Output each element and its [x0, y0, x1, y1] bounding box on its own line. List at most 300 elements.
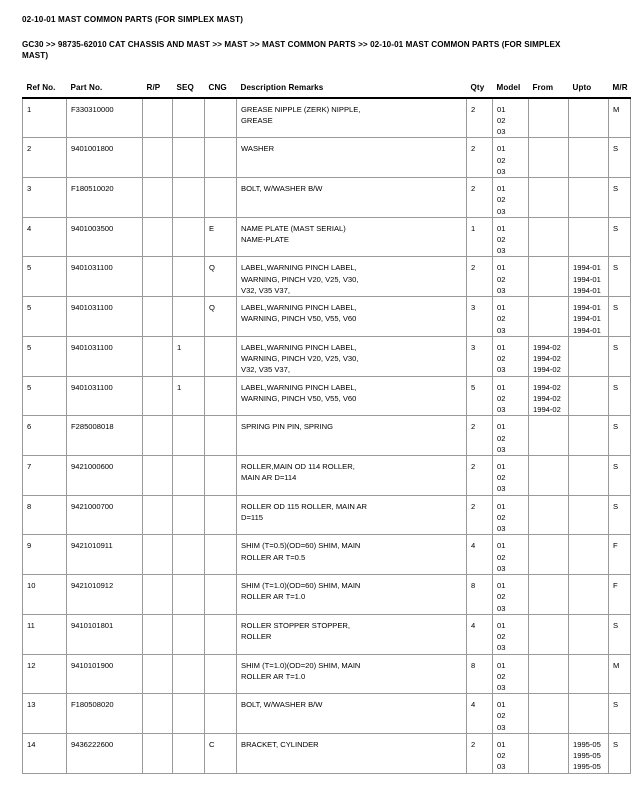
cell-mr: S	[609, 694, 631, 734]
cell-rp	[143, 614, 173, 654]
cell-part-no: 9401031100	[67, 376, 143, 416]
cell-part-no: 9401031100	[67, 297, 143, 337]
cell-qty: 2	[467, 98, 493, 138]
cell-description-line: WARNING, PINCH V50, V55, V60	[241, 314, 357, 324]
cell-mr: S	[609, 495, 631, 535]
cell-seq	[173, 654, 205, 694]
cell-seq	[173, 575, 205, 615]
table-row[interactable]	[23, 178, 631, 218]
cell-model-line: 03	[497, 166, 506, 176]
cell-cng	[205, 416, 237, 456]
cell-rp	[143, 535, 173, 575]
cell-description-line: GREASE NIPPLE (ZERK) NIPPLE,	[241, 104, 361, 114]
cell-upto-line: 1994-01	[573, 274, 601, 284]
cell-upto-line: 1994-01	[573, 303, 601, 313]
cell-description-line: ROLLER AR T=1.0	[241, 671, 306, 681]
cell-part-no: 9421000600	[67, 456, 143, 496]
cell-model	[493, 416, 529, 456]
cell-model-line: 02	[497, 552, 506, 562]
cell-model-line: 02	[497, 632, 506, 642]
cell-model-line: 03	[497, 127, 506, 137]
cell-ref-no: 11	[23, 614, 67, 654]
cell-model-line: 03	[497, 444, 506, 454]
column-header-seq: SEQ	[176, 82, 194, 92]
cell-part-no: 9421010911	[67, 535, 143, 575]
cell-mr: S	[609, 336, 631, 376]
cell-ref-no: 5	[23, 257, 67, 297]
cell-description-line: SHIM (T=0.5)(OD=60) SHIM, MAIN	[241, 541, 361, 551]
cell-rp	[143, 575, 173, 615]
cell-model	[493, 456, 529, 496]
cell-upto-line: 1995-05	[573, 751, 601, 761]
cell-model-line: 03	[497, 682, 506, 692]
table-row[interactable]	[23, 217, 631, 257]
cell-seq	[173, 614, 205, 654]
cell-from	[529, 416, 569, 456]
cell-model-line: 02	[497, 274, 506, 284]
cell-model-line: 03	[497, 484, 506, 494]
cell-seq	[173, 416, 205, 456]
cell-part-no: F180508020	[67, 694, 143, 734]
cell-upto	[569, 178, 609, 218]
cell-qty: 2	[467, 416, 493, 456]
cell-qty: 8	[467, 654, 493, 694]
cell-qty: 3	[467, 336, 493, 376]
cell-description-line: V32, V35 V37,	[241, 365, 290, 375]
cell-part-no: 9421010912	[67, 575, 143, 615]
cell-seq	[173, 297, 205, 337]
cell-part-no: 9421000700	[67, 495, 143, 535]
cell-model-line: 01	[497, 422, 506, 432]
cell-description-line: MAIN AR D=114	[241, 473, 297, 483]
cell-model	[493, 217, 529, 257]
cell-mr: F	[609, 535, 631, 575]
cell-qty: 3	[467, 297, 493, 337]
cell-rp	[143, 98, 173, 138]
cell-rp	[143, 257, 173, 297]
cell-upto	[569, 376, 609, 416]
cell-rp	[143, 297, 173, 337]
cell-cng	[205, 336, 237, 376]
cell-qty: 4	[467, 614, 493, 654]
cell-mr: F	[609, 575, 631, 615]
cell-mr: S	[609, 138, 631, 178]
cell-description-line: ROLLER	[241, 632, 272, 642]
cell-description-line: ROLLER AR T=1.0	[241, 592, 306, 602]
column-header-model: Model	[496, 82, 521, 92]
column-header-ref-no: Ref No.	[26, 82, 56, 92]
cell-description	[237, 614, 467, 654]
cell-model-line: 01	[497, 541, 506, 551]
cell-rp	[143, 694, 173, 734]
cell-description	[237, 178, 467, 218]
table-row[interactable]	[23, 376, 631, 416]
cell-description	[237, 654, 467, 694]
cell-from	[529, 495, 569, 535]
cell-model-line: 01	[497, 104, 506, 114]
cell-cng	[205, 138, 237, 178]
cell-from-line: 1994-02	[533, 342, 561, 352]
cell-ref-no: 3	[23, 178, 67, 218]
cell-cng	[205, 456, 237, 496]
cell-description	[237, 138, 467, 178]
cell-cng	[205, 535, 237, 575]
cell-cng	[205, 495, 237, 535]
cell-part-no: F180510020	[67, 178, 143, 218]
cell-qty: 1	[467, 217, 493, 257]
cell-upto	[569, 336, 609, 376]
cell-upto	[569, 98, 609, 138]
cell-seq	[173, 456, 205, 496]
cell-model	[493, 138, 529, 178]
cell-part-no: 9401003500	[67, 217, 143, 257]
cell-model-line: 03	[497, 246, 506, 256]
cell-model-line: 03	[497, 405, 506, 415]
cell-model-line: 03	[497, 762, 506, 772]
cell-description-line: SHIM (T=1.0)(OD=60) SHIM, MAIN	[241, 581, 361, 591]
table-row[interactable]	[23, 614, 631, 654]
cell-description-line: NAME-PLATE	[241, 235, 289, 245]
cell-part-no: 9410101801	[67, 614, 143, 654]
cell-ref-no: 14	[23, 733, 67, 773]
cell-model	[493, 495, 529, 535]
cell-upto	[569, 495, 609, 535]
cell-ref-no: 5	[23, 336, 67, 376]
cell-seq: 1	[173, 376, 205, 416]
cell-mr: S	[609, 456, 631, 496]
cell-cng: C	[205, 733, 237, 773]
cell-from	[529, 257, 569, 297]
cell-seq	[173, 257, 205, 297]
cell-part-no: 9401031100	[67, 257, 143, 297]
table-row[interactable]	[23, 138, 631, 178]
breadcrumb: GC30 >> 98735-62010 CAT CHASSIS AND MAST >> MAST >> MAST COMMON PARTS >> 02-10-01 MAST COMMON PARTS (FOR SIMPLEX MAST)	[22, 39, 561, 61]
cell-model-line: 02	[497, 235, 506, 245]
cell-ref-no: 5	[23, 297, 67, 337]
cell-model-line: 03	[497, 325, 506, 335]
table-row[interactable]	[23, 456, 631, 496]
cell-from	[529, 297, 569, 337]
cell-description-line: LABEL,WARNING PINCH LABEL,	[241, 303, 357, 313]
cell-description-line: BOLT, W/WASHER B/W	[241, 184, 323, 194]
cell-description-line: WARNING, PINCH V20, V25, V30,	[241, 354, 359, 364]
cell-upto-line: 1995-05	[573, 762, 601, 772]
cell-model	[493, 575, 529, 615]
cell-model-line: 01	[497, 144, 506, 154]
cell-mr: S	[609, 257, 631, 297]
cell-from	[529, 733, 569, 773]
cell-ref-no: 7	[23, 456, 67, 496]
cell-description-line: WASHER	[241, 144, 275, 154]
cell-description	[237, 535, 467, 575]
column-header-cng: CNG	[208, 82, 227, 92]
cell-upto	[569, 535, 609, 575]
cell-ref-no: 13	[23, 694, 67, 734]
cell-description	[237, 257, 467, 297]
cell-description-line: ROLLER,MAIN OD 114 ROLLER,	[241, 462, 355, 471]
cell-upto-line: 1994-01	[573, 263, 601, 273]
cell-model-line: 02	[497, 512, 506, 522]
cell-from	[529, 614, 569, 654]
cell-from-line: 1994-02	[533, 365, 561, 375]
cell-model-line: 03	[497, 722, 506, 732]
cell-seq	[173, 178, 205, 218]
cell-from	[529, 178, 569, 218]
cell-qty: 4	[467, 694, 493, 734]
cell-model-line: 03	[497, 563, 506, 573]
cell-cng: Q	[205, 297, 237, 337]
cell-upto	[569, 138, 609, 178]
cell-cng	[205, 614, 237, 654]
cell-upto-line: 1994-01	[573, 314, 601, 324]
cell-cng: Q	[205, 257, 237, 297]
cell-cng	[205, 376, 237, 416]
cell-rp	[143, 733, 173, 773]
cell-model-line: 03	[497, 365, 506, 375]
cell-model-line: 02	[497, 711, 506, 721]
cell-from	[529, 336, 569, 376]
cell-seq	[173, 733, 205, 773]
cell-model-line: 02	[497, 751, 506, 761]
cell-description-line: BOLT, W/WASHER B/W	[241, 700, 323, 710]
table-row[interactable]	[23, 336, 631, 376]
cell-model-line: 02	[497, 195, 506, 205]
cell-model-line: 01	[497, 660, 506, 670]
cell-from-line: 1994-02	[533, 382, 561, 392]
cell-model-line: 02	[497, 354, 506, 364]
cell-mr: S	[609, 178, 631, 218]
column-header-rp: R/P	[146, 82, 161, 92]
cell-model	[493, 654, 529, 694]
cell-seq	[173, 217, 205, 257]
cell-model-line: 01	[497, 382, 506, 392]
cell-mr: S	[609, 614, 631, 654]
cell-upto	[569, 297, 609, 337]
cell-ref-no: 9	[23, 535, 67, 575]
cell-rp	[143, 336, 173, 376]
cell-model-line: 01	[497, 700, 506, 710]
cell-model-line: 02	[497, 115, 506, 125]
cell-description-line: SPRING PIN PIN, SPRING	[241, 422, 333, 432]
cell-rp	[143, 495, 173, 535]
cell-from	[529, 98, 569, 138]
cell-ref-no: 6	[23, 416, 67, 456]
cell-ref-no: 12	[23, 654, 67, 694]
parts-table-body	[23, 98, 631, 773]
cell-model-line: 02	[497, 433, 506, 443]
cell-qty: 2	[467, 733, 493, 773]
cell-upto	[569, 217, 609, 257]
cell-model-line: 01	[497, 581, 506, 591]
cell-ref-no: 10	[23, 575, 67, 615]
cell-ref-no: 1	[23, 98, 67, 138]
cell-model-line: 03	[497, 643, 506, 653]
cell-ref-no: 4	[23, 217, 67, 257]
cell-model-line: 03	[497, 524, 506, 534]
cell-model-line: 03	[497, 603, 506, 613]
cell-cng	[205, 654, 237, 694]
cell-description-line: NAME PLATE (MAST SERIAL)	[241, 223, 346, 233]
cell-from-line: 1994-02	[533, 393, 561, 403]
cell-mr: M	[609, 654, 631, 694]
cell-seq	[173, 694, 205, 734]
cell-qty: 2	[467, 456, 493, 496]
cell-cng	[205, 98, 237, 138]
cell-model	[493, 98, 529, 138]
cell-seq	[173, 495, 205, 535]
cell-upto-line: 1994-01	[573, 325, 601, 335]
cell-model-line: 02	[497, 393, 506, 403]
table-row[interactable]	[23, 575, 631, 615]
cell-from	[529, 575, 569, 615]
cell-model	[493, 535, 529, 575]
table-row[interactable]	[23, 416, 631, 456]
table-row[interactable]	[23, 733, 631, 773]
cell-model	[493, 297, 529, 337]
cell-model-line: 03	[497, 285, 506, 295]
cell-rp	[143, 217, 173, 257]
table-header-row	[23, 83, 631, 98]
cell-from-line: 1994-02	[533, 405, 561, 415]
cell-description	[237, 495, 467, 535]
cell-model-line: 01	[497, 263, 506, 273]
cell-cng	[205, 575, 237, 615]
cell-description	[237, 575, 467, 615]
cell-description-line: ROLLER OD 115 ROLLER, MAIN AR	[241, 501, 368, 511]
cell-model-line: 02	[497, 473, 506, 483]
cell-mr: S	[609, 416, 631, 456]
table-row[interactable]	[23, 654, 631, 694]
cell-upto	[569, 614, 609, 654]
cell-part-no: 9401001800	[67, 138, 143, 178]
cell-upto-line: 1995-05	[573, 739, 601, 749]
cell-description-line: D=115	[241, 512, 264, 522]
cell-description	[237, 416, 467, 456]
cell-part-no: 9401031100	[67, 336, 143, 376]
cell-cng	[205, 178, 237, 218]
cell-description	[237, 694, 467, 734]
page-title: 02-10-01 MAST COMMON PARTS (FOR SIMPLEX MAST)	[22, 15, 244, 24]
table-row[interactable]	[23, 535, 631, 575]
cell-description-line: V32, V35 V37,	[241, 285, 290, 295]
cell-from	[529, 535, 569, 575]
cell-rp	[143, 376, 173, 416]
cell-qty: 4	[467, 535, 493, 575]
table-row[interactable]	[23, 257, 631, 297]
cell-qty: 5	[467, 376, 493, 416]
cell-mr: M	[609, 98, 631, 138]
cell-model-line: 01	[497, 739, 506, 749]
table-row[interactable]	[23, 495, 631, 535]
parts-table	[22, 83, 631, 774]
cell-model-line: 01	[497, 184, 506, 194]
cell-model	[493, 178, 529, 218]
cell-ref-no: 8	[23, 495, 67, 535]
cell-from	[529, 456, 569, 496]
cell-model	[493, 733, 529, 773]
cell-ref-no: 2	[23, 138, 67, 178]
cell-upto	[569, 456, 609, 496]
cell-mr: S	[609, 376, 631, 416]
cell-model-line: 01	[497, 462, 506, 471]
cell-from-line: 1994-02	[533, 354, 561, 364]
cell-seq: 1	[173, 336, 205, 376]
cell-model	[493, 336, 529, 376]
cell-model-line: 02	[497, 155, 506, 165]
cell-description-line: WARNING, PINCH V50, V55, V60	[241, 393, 357, 403]
cell-from	[529, 694, 569, 734]
cell-upto	[569, 257, 609, 297]
parts-table-header	[23, 83, 631, 98]
cell-mr: S	[609, 733, 631, 773]
cell-description-line: SHIM (T=1.0)(OD=20) SHIM, MAIN	[241, 660, 361, 670]
cell-qty: 2	[467, 257, 493, 297]
cell-upto	[569, 694, 609, 734]
cell-rp	[143, 654, 173, 694]
cell-seq	[173, 98, 205, 138]
cell-rp	[143, 416, 173, 456]
cell-model	[493, 376, 529, 416]
table-row[interactable]	[23, 98, 631, 138]
cell-seq	[173, 535, 205, 575]
cell-description	[237, 376, 467, 416]
cell-description-line: ROLLER STOPPER STOPPER,	[241, 620, 351, 630]
cell-upto	[569, 575, 609, 615]
cell-description	[237, 456, 467, 496]
cell-upto	[569, 416, 609, 456]
cell-model-line: 02	[497, 314, 506, 324]
cell-upto	[569, 733, 609, 773]
column-header-part-no: Part No.	[70, 82, 103, 92]
cell-model-line: 02	[497, 592, 506, 602]
cell-description	[237, 297, 467, 337]
cell-ref-no: 5	[23, 376, 67, 416]
cell-from	[529, 654, 569, 694]
column-header-qty: Qty	[470, 82, 485, 92]
cell-model	[493, 614, 529, 654]
cell-description	[237, 217, 467, 257]
column-header-upto: Upto	[572, 82, 592, 92]
cell-model	[493, 257, 529, 297]
cell-model-line: 01	[497, 620, 506, 630]
table-row[interactable]	[23, 297, 631, 337]
cell-qty: 8	[467, 575, 493, 615]
cell-model	[493, 694, 529, 734]
cell-mr: S	[609, 217, 631, 257]
cell-description-line: GREASE	[241, 115, 273, 125]
cell-mr: S	[609, 297, 631, 337]
cell-model-line: 03	[497, 206, 506, 216]
cell-seq	[173, 138, 205, 178]
cell-description-line: WARNING, PINCH V20, V25, V30,	[241, 274, 359, 284]
cell-qty: 2	[467, 495, 493, 535]
cell-upto	[569, 654, 609, 694]
cell-qty: 2	[467, 138, 493, 178]
table-row[interactable]	[23, 694, 631, 734]
cell-cng	[205, 694, 237, 734]
cell-rp	[143, 178, 173, 218]
cell-model-line: 01	[497, 342, 506, 352]
cell-description	[237, 98, 467, 138]
cell-from	[529, 138, 569, 178]
cell-part-no: 9436222600	[67, 733, 143, 773]
cell-description	[237, 336, 467, 376]
cell-cng: E	[205, 217, 237, 257]
cell-description-line: LABEL,WARNING PINCH LABEL,	[241, 382, 357, 392]
cell-model-line: 01	[497, 501, 506, 511]
cell-from	[529, 376, 569, 416]
cell-model-line: 02	[497, 671, 506, 681]
